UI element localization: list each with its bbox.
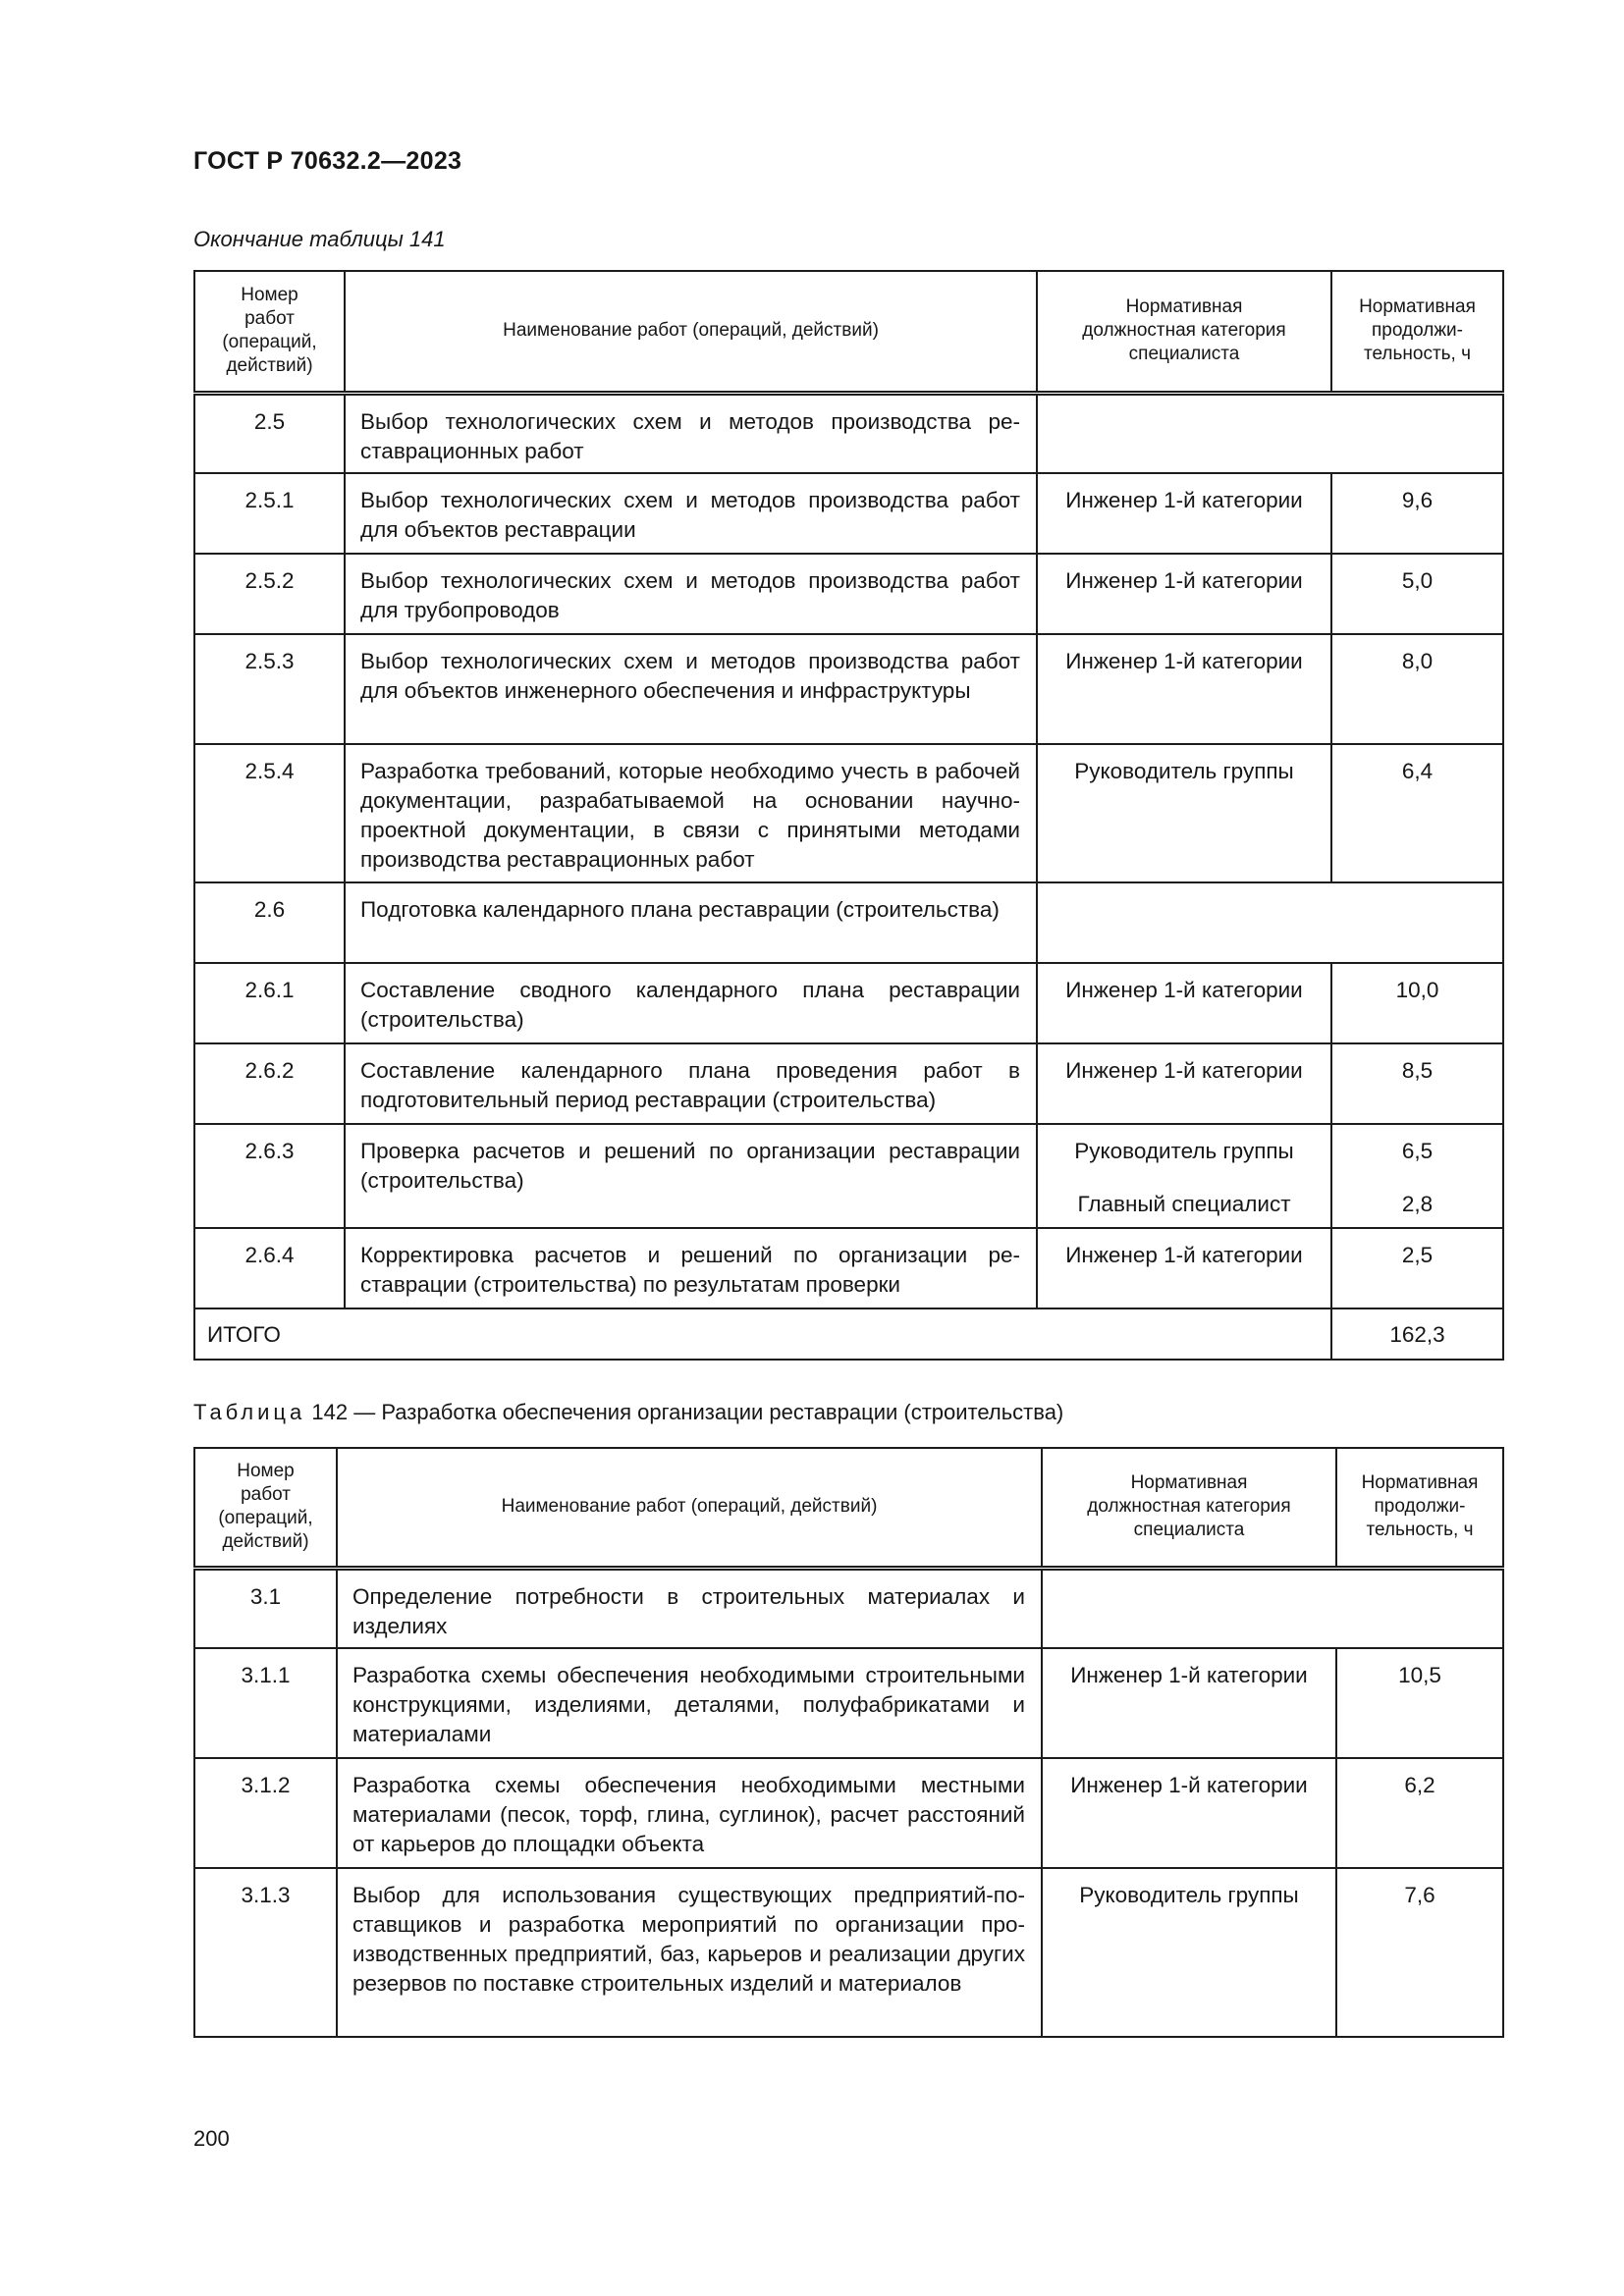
- row-category: Инженер 1-й категории: [1037, 963, 1331, 1043]
- header-category-cell: Нормативная должностная категория специалиста: [1042, 1448, 1336, 1568]
- row-number: 2.5: [194, 393, 345, 473]
- total-value: 162,3: [1331, 1308, 1503, 1360]
- row-duration: 2,5: [1331, 1228, 1503, 1308]
- row-empty-cell: [1037, 882, 1503, 963]
- row-number: 2.6.3: [194, 1124, 345, 1228]
- row-name: Составление сводного календарного плана реставрации (строительства): [345, 963, 1037, 1043]
- row-name: Корректировка расчетов и решений по организации реставрации (строительства) по результатам проверки: [345, 1228, 1037, 1308]
- row-duration-line: 2,8: [1401, 1192, 1434, 1216]
- header-num-cell: Номер работ (операций, действий): [194, 271, 345, 393]
- table-142: [193, 1447, 1504, 2038]
- header-num-cell: Номер работ (операций, действий): [194, 1448, 337, 1568]
- table-row: [194, 393, 1503, 473]
- row-category-line: Руководитель группы: [1074, 1139, 1294, 1163]
- row-empty-cell: [1042, 1568, 1503, 1648]
- row-name: Разработка схемы обеспечения необходимыми строительными конструкциями, изделиями, деталями, полуфабрикатами и материалами: [337, 1648, 1042, 1758]
- row-name: Выбор технологических схем и методов производства работ для объектов реставрации: [345, 473, 1037, 554]
- table-row: [194, 1758, 1503, 1868]
- row-category: Руководитель группы: [1042, 1868, 1336, 2037]
- document-title: ГОСТ Р 70632.2—2023: [193, 147, 462, 175]
- row-number: 2.5.2: [194, 554, 345, 634]
- row-name: Разработка требований, которые необходимо учесть в рабочей документации, разрабатываемой на основании научно-проектной документации, в связи с принятыми методами производства реставрационных работ: [345, 744, 1037, 882]
- row-duration: 8,5: [1331, 1043, 1503, 1124]
- row-number: 2.5.4: [194, 744, 345, 882]
- row-category: Инженер 1-й категории: [1042, 1648, 1336, 1758]
- table-row: [194, 1568, 1503, 1648]
- page-number: 200: [193, 2126, 230, 2151]
- row-duration-line: 6,5: [1401, 1139, 1434, 1163]
- table-caption-label: Таблица: [193, 1400, 306, 1424]
- table-header-row: [194, 1448, 1503, 1568]
- table-row: [194, 1868, 1503, 2037]
- row-duration: [1331, 1124, 1503, 1228]
- header-name-cell: Наименование работ (операций, действий): [345, 271, 1037, 393]
- table-row: [194, 744, 1503, 882]
- row-empty-cell: [1037, 393, 1503, 473]
- row-duration: 10,0: [1331, 963, 1503, 1043]
- row-number: 3.1.2: [194, 1758, 337, 1868]
- header-category-cell: Нормативная должностная категория специалиста: [1037, 271, 1331, 393]
- row-category: Инженер 1-й категории: [1037, 473, 1331, 554]
- row-number: 3.1.3: [194, 1868, 337, 2037]
- row-duration: 7,6: [1336, 1868, 1503, 2037]
- row-name: Выбор для использования существующих предприятий-поставщиков и разработка мероприятий по организации производственных предприятий, баз, карьеров и реализации других резервов по поставке строительных изделий и материалов: [337, 1868, 1042, 2037]
- header-duration-cell: Нормативная продолжи- тельность, ч: [1331, 271, 1503, 393]
- row-number: 3.1.1: [194, 1648, 337, 1758]
- row-duration: 6,4: [1331, 744, 1503, 882]
- table-row: [194, 634, 1503, 744]
- row-category-line: Главный специалист: [1077, 1192, 1291, 1216]
- total-row: [194, 1308, 1503, 1360]
- row-duration: 6,2: [1336, 1758, 1503, 1868]
- table-141: [193, 270, 1504, 1361]
- total-label: ИТОГО: [194, 1308, 1331, 1360]
- row-category: Инженер 1-й категории: [1037, 1043, 1331, 1124]
- row-category: Инженер 1-й категории: [1037, 634, 1331, 744]
- table-header-row: [194, 271, 1503, 393]
- table-row: [194, 1124, 1503, 1228]
- row-duration: 9,6: [1331, 473, 1503, 554]
- row-name: Составление календарного плана проведения работ в подготовительный период реставрации (строительства): [345, 1043, 1037, 1124]
- row-category: Инженер 1-й категории: [1037, 554, 1331, 634]
- row-name: Проверка расчетов и решений по организации реставрации (строительства): [345, 1124, 1037, 1228]
- table-row: [194, 1043, 1503, 1124]
- row-name: Разработка схемы обеспечения необходимыми местными материалами (песок, торф, глина, суглинок), расчет расстояний от карьеров до площадки объекта: [337, 1758, 1042, 1868]
- table-row: [194, 473, 1503, 554]
- header-duration-cell: Нормативная продолжи- тельность, ч: [1336, 1448, 1503, 1568]
- row-duration: 5,0: [1331, 554, 1503, 634]
- row-number: 2.6: [194, 882, 345, 963]
- row-number: 2.6.1: [194, 963, 345, 1043]
- table-caption-text: 142 — Разработка обеспечения организации реставрации (строительства): [311, 1400, 1064, 1424]
- row-name: Выбор технологических схем и методов производства реставрационных работ: [345, 393, 1037, 473]
- row-number: 2.5.1: [194, 473, 345, 554]
- row-number: 2.6.4: [194, 1228, 345, 1308]
- row-name: Подготовка календарного плана реставрации (строительства): [345, 882, 1037, 963]
- table-row: [194, 963, 1503, 1043]
- table-row: [194, 554, 1503, 634]
- table-row: [194, 882, 1503, 963]
- header-name-cell: Наименование работ (операций, действий): [337, 1448, 1042, 1568]
- row-category: Инженер 1-й категории: [1037, 1228, 1331, 1308]
- row-name: Выбор технологических схем и методов производства работ для объектов инженерного обеспечения и инфраструктуры: [345, 634, 1037, 744]
- row-duration: 10,5: [1336, 1648, 1503, 1758]
- table-row: [194, 1228, 1503, 1308]
- row-duration: 8,0: [1331, 634, 1503, 744]
- row-number: 2.5.3: [194, 634, 345, 744]
- row-number: 3.1: [194, 1568, 337, 1648]
- row-category: [1037, 1124, 1331, 1228]
- row-name: Определение потребности в строительных материалах и изделиях: [337, 1568, 1042, 1648]
- row-category: Руководитель группы: [1037, 744, 1331, 882]
- row-name: Выбор технологических схем и методов производства работ для трубопроводов: [345, 554, 1037, 634]
- table-142-caption: [193, 1400, 1063, 1425]
- table-row: [194, 1648, 1503, 1758]
- table-141-continuation-caption: Окончание таблицы 141: [193, 227, 446, 251]
- row-number: 2.6.2: [194, 1043, 345, 1124]
- row-category: Инженер 1-й категории: [1042, 1758, 1336, 1868]
